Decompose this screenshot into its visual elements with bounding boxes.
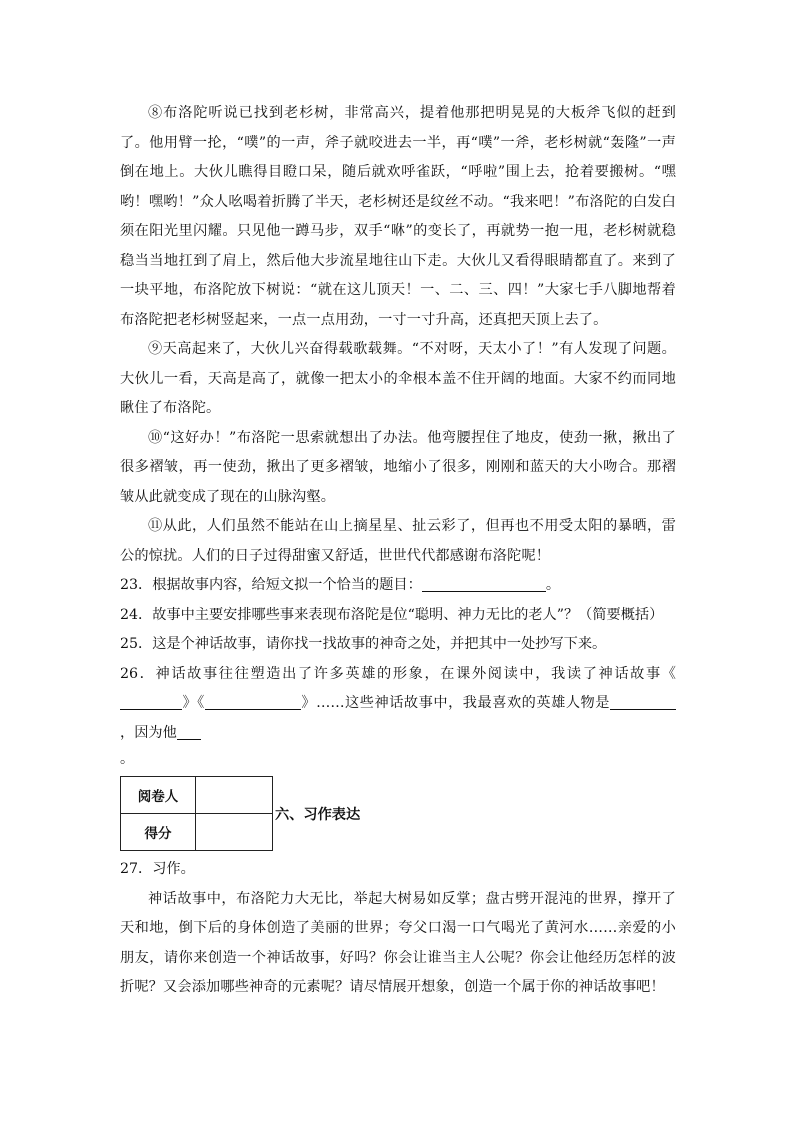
score-label: 得分: [121, 814, 196, 851]
question-26-part-c: 》……这些神话故事中，我最喜欢的英雄人物是: [300, 695, 610, 711]
composition-prompt: 神话故事中，布洛陀力大无比，举起大树易如反掌；盘古劈开混沌的世界，撑开了天和地，倒下后的身体创造了美丽的世界；夸父口渴一口气喝光了黄河水……亲爱的小朋友，请你来创造一个神话故事，好吗？你会让谁当主人公呢？你会让他经历怎样的波折呢？又会添加哪些神奇的元素呢？请尽情展开想象，创造一个属于你的神话故事吧！: [120, 890, 676, 995]
section-6-title: 六、习作表达: [275, 806, 361, 823]
reviewer-label: 阅卷人: [121, 777, 196, 814]
question-23-text: 23．根据故事内容，给短文拟一个恰当的题目：: [120, 577, 422, 593]
story-paragraph-8: ⑧布洛陀听说已找到老杉树，非常高兴，提着他那把明晃晃的大板斧飞似的赶到了。他用臂一抡，“噗”的一声，斧子就咬进去一半，再“噗”一斧，老杉树就“轰隆”一声倒在地上。大伙儿瞧得目瞪口呆，随后就欢呼雀跃，“呼啦”围上去，抢着要搬树。“嘿哟！嘿哟！”众人吆喝着折腾了半天，老杉树还是纹丝不动。“我来吧！”布洛陀的白发白须在阳光里闪耀。只见他一蹲马步，双手“咻”的变长了，再就势一抱一甩，老杉树就稳稳当当地扛到了肩上，然后他大步流星地往山下走。大伙儿又看得眼睛都直了。来到了一块平地，布洛陀放下树说：“就在这儿顶天！一、二、三、四！”大家七手八脚地帮着布洛陀把老杉树竖起来，一点一点用劲，一寸一寸升高，还真把天顶上去了。: [120, 105, 676, 328]
reviewer-cell[interactable]: [196, 777, 273, 814]
answer-blank-hero[interactable]: [610, 693, 676, 710]
question-26: [120, 660, 676, 749]
score-table-row: [121, 777, 273, 814]
score-cell[interactable]: [196, 814, 273, 851]
question-27: 27．习作。: [120, 861, 195, 877]
story-paragraph-9: ⑨天高起来了，大伙儿兴奋得载歌载舞。“不对呀，天太小了！”有人发现了问题。大伙儿一看，天高是高了，就像一把太小的伞根本盖不住开阔的地面。大家不约而同地瞅住了布洛陀。: [120, 341, 676, 416]
question-23-end: 。: [545, 577, 561, 593]
question-26-part-a: 26．神话故事往往塑造出了许多英雄的形象，在课外阅读中，我读了神话故事《: [120, 665, 676, 682]
question-24: 24．故事中主要安排哪些事来表现布洛陀是位“聪明、神力无比的老人”？（简要概括）: [120, 606, 664, 623]
story-paragraph-11: ⑪从此，人们虽然不能站在山上摘星星、扯云彩了，但再也不用受太阳的暴晒，雷公的惊扰。人们的日子过得甜蜜又舒适，世世代代都感谢布洛陀呢！: [120, 518, 676, 564]
score-table-row: [121, 814, 273, 851]
question-26-end: 。: [120, 751, 134, 767]
answer-blank-book-2[interactable]: [205, 693, 301, 710]
question-26-part-d: ，因为他: [120, 724, 177, 741]
answer-blank-book-1[interactable]: [120, 693, 182, 710]
question-23: [120, 571, 676, 601]
question-25: 25．这是个神话故事，请你找一找故事的神奇之处，并把其中一处抄写下来。: [120, 636, 607, 652]
page-content: [120, 99, 676, 1003]
section-6-header: [120, 776, 676, 851]
answer-blank-reason[interactable]: [177, 723, 201, 740]
answer-blank-title[interactable]: [422, 575, 546, 592]
story-paragraph-10: ⑩“这好办！”布洛陀一思索就想出了办法。他弯腰捏住了地皮，使劲一揪，揪出了很多褶皱，再一使劲，揪出了更多褶皱，地缩小了很多，刚刚和蓝天的大小吻合。那褶皱从此就变成了现在的山脉沟壑。: [120, 429, 676, 505]
score-table: [120, 776, 273, 851]
question-26-part-b: 》《: [182, 695, 205, 711]
